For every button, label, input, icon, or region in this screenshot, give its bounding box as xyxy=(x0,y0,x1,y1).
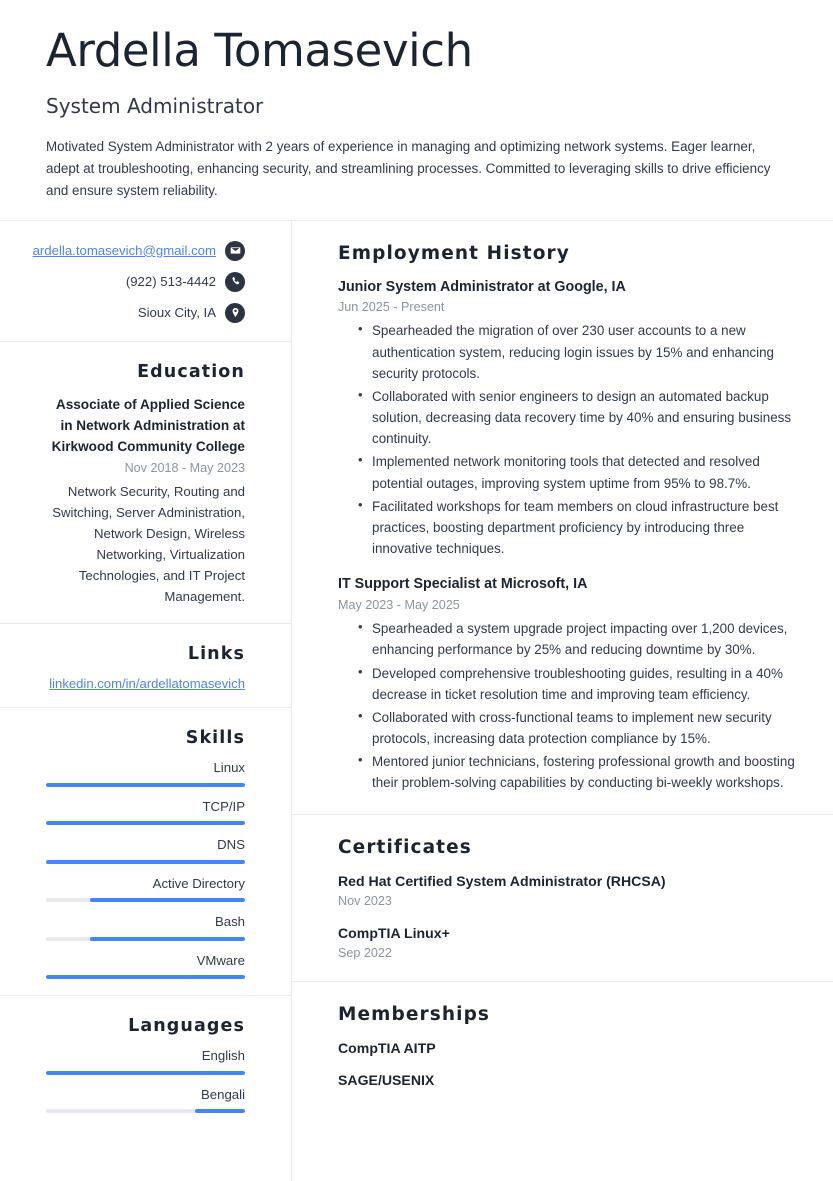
language-bar-fill xyxy=(195,1109,245,1113)
candidate-job-title: System Administrator xyxy=(46,94,264,119)
skill-label: TCP/IP xyxy=(202,798,245,814)
memberships-heading: Memberships xyxy=(338,1003,491,1025)
education-date: Nov 2018 - May 2023 xyxy=(124,460,245,475)
contact-row-phone[interactable] xyxy=(46,272,245,292)
education-heading: Education xyxy=(137,361,245,382)
employment-bullet: • Spearheaded the migration of over 230 user accounts to a new authentication system, reducing login issues by 15% and enhancing security protocols. xyxy=(372,320,801,384)
languages-section xyxy=(0,995,291,1129)
employment-bullet: • Implemented network monitoring tools that detected and resolved potential outages, improving system uptime from 95% to 98.7%. xyxy=(372,451,801,493)
skill-item xyxy=(46,760,245,787)
language-bar-track xyxy=(46,1071,245,1075)
skill-item xyxy=(46,953,245,980)
certificates-section xyxy=(292,814,833,981)
professional-summary: Motivated System Administrator with 2 years of experience in managing and optimizing network systems. Eager learner, adept at troubleshooting, enhancing security, and streamlining processes. Committed to leveraging skills to drive efficiency and ensure system reliability. xyxy=(46,139,771,198)
certificate-name: Red Hat Certified System Administrator (RHCSA) xyxy=(338,872,666,889)
skill-bar-fill xyxy=(46,975,245,979)
memberships-section xyxy=(292,981,833,1108)
skill-item xyxy=(46,799,245,826)
certificates-list xyxy=(338,872,801,963)
skill-bar-fill xyxy=(46,860,245,864)
resume-body xyxy=(0,221,833,1181)
skill-bar-track xyxy=(46,975,245,979)
skill-label: Linux xyxy=(213,760,245,776)
language-bar-track xyxy=(46,1109,245,1113)
employment-bullet: • Collaborated with senior engineers to design an automated backup solution, decreasing data recovery time by 40% and ensuring business continuity. xyxy=(372,386,801,450)
skill-label: Bash xyxy=(214,914,245,930)
skill-bar-track xyxy=(46,860,245,864)
employment-bullet: • Spearheaded a system upgrade project impacting over 1,200 devices, enhancing performance by 25% and reducing downtime by 30%. xyxy=(372,618,801,660)
skill-bar-track xyxy=(46,898,245,902)
language-bar-fill xyxy=(46,1071,245,1075)
location-text: Sioux City, IA xyxy=(137,304,216,320)
candidate-name: Ardella Tomasevich xyxy=(46,24,473,77)
employment-bullet: • Facilitated workshops for team members on cloud infrastructure best practices, boosting department proficiency by introducing three innovative techniques. xyxy=(372,496,801,560)
employment-section xyxy=(292,221,833,814)
link-item[interactable] xyxy=(46,676,245,691)
employment-bullet-list xyxy=(338,618,801,793)
employment-list xyxy=(338,278,801,794)
employment-entry-title: IT Support Specialist at Microsoft, IA xyxy=(338,576,588,593)
skill-bar-fill xyxy=(90,898,245,902)
certificate-entry xyxy=(338,872,801,911)
certificate-date: Nov 2023 xyxy=(338,893,392,908)
education-description: Network Security, Routing and Switching, Server Administration, Network Design, Wireless Networking, Virtualization Technologies, and IT Project Management. xyxy=(52,483,245,605)
membership-item: CompTIA AITP xyxy=(338,1039,436,1056)
resume-header xyxy=(0,0,833,220)
skill-item xyxy=(46,914,245,941)
language-label: Bengali xyxy=(201,1086,245,1102)
employment-bullet: • Developed comprehensive troubleshooting guides, resulting in a 40% decrease in ticket resolution time and improving team efficiency. xyxy=(372,663,801,705)
employment-bullet: • Collaborated with cross-functional teams to implement new security protocols, increasing data protection compliance by 15%. xyxy=(372,707,801,749)
skills-heading: Skills xyxy=(185,728,245,749)
skills-section xyxy=(0,707,291,995)
skills-list xyxy=(46,760,245,979)
skill-bar-fill xyxy=(46,783,245,787)
skill-item xyxy=(46,837,245,864)
links-section xyxy=(0,623,291,707)
skill-bar-track xyxy=(46,937,245,941)
employment-bullet-list xyxy=(338,320,801,559)
skill-item xyxy=(46,876,245,903)
employment-bullet: • Mentored junior technicians, fostering professional growth and boosting their problem-solving capabilities by conducting bi-weekly workshops. xyxy=(372,751,801,793)
certificate-entry xyxy=(338,924,801,963)
language-item xyxy=(46,1087,245,1114)
employment-entry xyxy=(338,575,801,793)
sidebar-column xyxy=(0,221,292,1181)
education-section xyxy=(0,341,291,624)
skill-bar-fill xyxy=(46,821,245,825)
envelope-icon xyxy=(225,241,245,261)
skill-label: VMware xyxy=(196,952,245,968)
employment-entry-date: Jun 2025 - Present xyxy=(338,299,445,314)
employment-heading: Employment History xyxy=(338,242,570,264)
employment-entry-title: Junior System Administrator at Google, IA xyxy=(338,278,626,295)
languages-heading: Languages xyxy=(128,1016,245,1037)
links-heading: Links xyxy=(187,644,245,665)
skill-label: Active Directory xyxy=(152,875,245,891)
phone-icon xyxy=(225,272,245,292)
contact-details xyxy=(0,221,291,341)
membership-item: SAGE/USENIX xyxy=(338,1071,435,1088)
skill-bar-track xyxy=(46,821,245,825)
certificate-date: Sep 2022 xyxy=(338,946,392,961)
memberships-list xyxy=(338,1039,801,1090)
languages-list xyxy=(46,1048,245,1113)
employment-entry-date: May 2023 - May 2025 xyxy=(338,597,460,612)
contact-row-email[interactable] xyxy=(32,241,245,261)
skill-label: DNS xyxy=(217,837,245,853)
language-item xyxy=(46,1048,245,1075)
certificates-heading: Certificates xyxy=(338,836,472,858)
contact-row-location[interactable] xyxy=(46,303,245,323)
phone-text: (922) 513-4442 xyxy=(125,273,216,289)
skill-bar-track xyxy=(46,783,245,787)
certificate-name: CompTIA Linux+ xyxy=(338,925,450,942)
linkedin-link[interactable]: linkedin.com/in/ardellatomasevich xyxy=(49,676,245,692)
employment-entry xyxy=(338,278,801,560)
education-degree: Associate of Applied Science in Network Administration at Kirkwood Community College xyxy=(51,396,245,454)
skill-bar-fill xyxy=(90,937,245,941)
main-column xyxy=(292,221,833,1181)
language-label: English xyxy=(201,1048,245,1064)
email-text[interactable]: ardella.tomasevich@gmail.com xyxy=(32,242,216,258)
location-pin-icon xyxy=(225,303,245,323)
